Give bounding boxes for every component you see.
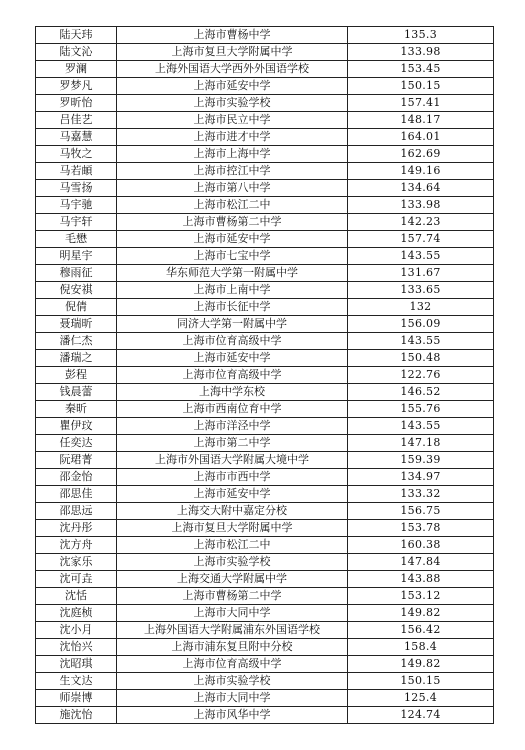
score-cell: 142.23 (348, 214, 494, 231)
table-row (36, 503, 494, 520)
school-cell: 上海市风华中学 (117, 707, 348, 724)
student-name-cell: 彭程 (36, 367, 117, 384)
school-cell: 上海市上南中学 (117, 282, 348, 299)
school-cell: 上海市第八中学 (117, 180, 348, 197)
table-row (36, 622, 494, 639)
table-row (36, 350, 494, 367)
table-row (36, 656, 494, 673)
table-row (36, 384, 494, 401)
school-cell: 上海市市西中学 (117, 469, 348, 486)
student-name-cell: 陆天玮 (36, 27, 117, 44)
score-cell: 134.64 (348, 180, 494, 197)
school-cell: 上海市实验学校 (117, 554, 348, 571)
student-name-cell: 师崇博 (36, 690, 117, 707)
score-cell: 133.98 (348, 44, 494, 61)
school-cell: 上海外国语大学附属浦东外国语学校 (117, 622, 348, 639)
school-cell: 上海市实验学校 (117, 673, 348, 690)
score-cell: 157.41 (348, 95, 494, 112)
student-name-cell: 吕佳艺 (36, 112, 117, 129)
student-name-cell: 罗梦凡 (36, 78, 117, 95)
table-row (36, 469, 494, 486)
student-name-cell: 沈可垚 (36, 571, 117, 588)
table-row (36, 486, 494, 503)
score-cell: 132 (348, 299, 494, 316)
school-cell: 上海市西南位育中学 (117, 401, 348, 418)
score-cell: 143.55 (348, 248, 494, 265)
school-cell: 上海市松江二中 (117, 537, 348, 554)
student-name-cell: 沈家乐 (36, 554, 117, 571)
school-cell: 上海外国语大学西外外国语学校 (117, 61, 348, 78)
student-name-cell: 毛懋 (36, 231, 117, 248)
student-name-cell: 陆文沁 (36, 44, 117, 61)
student-name-cell: 生文达 (36, 673, 117, 690)
score-cell: 122.76 (348, 367, 494, 384)
score-cell: 133.65 (348, 282, 494, 299)
table-row (36, 707, 494, 724)
score-cell: 149.82 (348, 605, 494, 622)
table-row (36, 367, 494, 384)
score-cell: 147.84 (348, 554, 494, 571)
school-cell: 上海中学东校 (117, 384, 348, 401)
student-name-cell: 沈怡兴 (36, 639, 117, 656)
table-row (36, 673, 494, 690)
student-name-cell: 邵金怡 (36, 469, 117, 486)
score-cell: 153.45 (348, 61, 494, 78)
school-cell: 上海市位育高级中学 (117, 367, 348, 384)
school-cell: 上海市洋泾中学 (117, 418, 348, 435)
table-row (36, 520, 494, 537)
table-row (36, 129, 494, 146)
table-row (36, 27, 494, 44)
score-cell: 156.75 (348, 503, 494, 520)
school-cell: 华东师范大学第一附属中学 (117, 265, 348, 282)
score-cell: 124.74 (348, 707, 494, 724)
school-cell: 上海市外国语大学附属大境中学 (117, 452, 348, 469)
score-table-body (36, 27, 494, 724)
score-cell: 135.3 (348, 27, 494, 44)
score-cell: 159.39 (348, 452, 494, 469)
table-row (36, 452, 494, 469)
student-name-cell: 马牧之 (36, 146, 117, 163)
score-cell: 164.01 (348, 129, 494, 146)
score-cell: 133.32 (348, 486, 494, 503)
school-cell: 上海市复旦大学附属中学 (117, 520, 348, 537)
table-row (36, 248, 494, 265)
table-row (36, 537, 494, 554)
student-name-cell: 穆雨征 (36, 265, 117, 282)
student-name-cell: 明星宇 (36, 248, 117, 265)
school-cell: 上海交通大学附属中学 (117, 571, 348, 588)
score-cell: 150.15 (348, 78, 494, 95)
student-name-cell: 聂瑞昕 (36, 316, 117, 333)
school-cell: 上海市实验学校 (117, 95, 348, 112)
student-name-cell: 倪倩 (36, 299, 117, 316)
table-row (36, 435, 494, 452)
score-cell: 150.48 (348, 350, 494, 367)
table-row (36, 639, 494, 656)
table-row (36, 95, 494, 112)
score-table (35, 26, 494, 724)
student-name-cell: 马宇驰 (36, 197, 117, 214)
table-row (36, 197, 494, 214)
student-name-cell: 沈方舟 (36, 537, 117, 554)
score-cell: 143.88 (348, 571, 494, 588)
score-cell: 162.69 (348, 146, 494, 163)
student-name-cell: 邵思远 (36, 503, 117, 520)
score-cell: 125.4 (348, 690, 494, 707)
score-cell: 156.42 (348, 622, 494, 639)
table-row (36, 214, 494, 231)
school-cell: 上海市曹杨中学 (117, 27, 348, 44)
table-row (36, 333, 494, 350)
table-row (36, 554, 494, 571)
score-cell: 134.97 (348, 469, 494, 486)
table-row (36, 605, 494, 622)
school-cell: 上海市七宝中学 (117, 248, 348, 265)
school-cell: 同济大学第一附属中学 (117, 316, 348, 333)
score-cell: 133.98 (348, 197, 494, 214)
school-cell: 上海市延安中学 (117, 486, 348, 503)
score-cell: 150.15 (348, 673, 494, 690)
student-name-cell: 邵思佳 (36, 486, 117, 503)
student-name-cell: 施沈怡 (36, 707, 117, 724)
school-cell: 上海市延安中学 (117, 231, 348, 248)
school-cell: 上海市延安中学 (117, 78, 348, 95)
table-row (36, 265, 494, 282)
table-row (36, 316, 494, 333)
school-cell: 上海市进才中学 (117, 129, 348, 146)
student-name-cell: 钱晨蕾 (36, 384, 117, 401)
table-row (36, 163, 494, 180)
score-cell: 143.55 (348, 333, 494, 350)
student-name-cell: 马嘉慧 (36, 129, 117, 146)
table-row (36, 180, 494, 197)
table-row (36, 112, 494, 129)
student-name-cell: 潘仁杰 (36, 333, 117, 350)
school-cell: 上海市位育高级中学 (117, 333, 348, 350)
student-name-cell: 倪安祺 (36, 282, 117, 299)
score-cell: 143.55 (348, 418, 494, 435)
school-cell: 上海市延安中学 (117, 350, 348, 367)
score-cell: 149.82 (348, 656, 494, 673)
table-row (36, 571, 494, 588)
student-name-cell: 沈小月 (36, 622, 117, 639)
school-cell: 上海市位育高级中学 (117, 656, 348, 673)
score-cell: 147.18 (348, 435, 494, 452)
school-cell: 上海市曹杨第二中学 (117, 214, 348, 231)
student-name-cell: 罗昕怡 (36, 95, 117, 112)
student-name-cell: 潘瑞之 (36, 350, 117, 367)
student-name-cell: 任奕达 (36, 435, 117, 452)
score-cell: 153.12 (348, 588, 494, 605)
school-cell: 上海市大同中学 (117, 690, 348, 707)
score-cell: 131.67 (348, 265, 494, 282)
student-name-cell: 秦昕 (36, 401, 117, 418)
student-name-cell: 马若頔 (36, 163, 117, 180)
student-name-cell: 沈庭桢 (36, 605, 117, 622)
table-row (36, 231, 494, 248)
student-name-cell: 阮珺菁 (36, 452, 117, 469)
score-cell: 146.52 (348, 384, 494, 401)
school-cell: 上海市松江二中 (117, 197, 348, 214)
score-cell: 157.74 (348, 231, 494, 248)
table-row (36, 401, 494, 418)
table-row (36, 690, 494, 707)
table-row (36, 44, 494, 61)
score-cell: 156.09 (348, 316, 494, 333)
school-cell: 上海市上海中学 (117, 146, 348, 163)
score-cell: 149.16 (348, 163, 494, 180)
score-cell: 153.78 (348, 520, 494, 537)
table-row (36, 61, 494, 78)
student-name-cell: 罗澜 (36, 61, 117, 78)
table-row (36, 418, 494, 435)
student-name-cell: 马宇轩 (36, 214, 117, 231)
student-name-cell: 沈恬 (36, 588, 117, 605)
school-cell: 上海市第二中学 (117, 435, 348, 452)
student-name-cell: 沈丹彤 (36, 520, 117, 537)
school-cell: 上海市大同中学 (117, 605, 348, 622)
school-cell: 上海市复旦大学附属中学 (117, 44, 348, 61)
score-cell: 158.4 (348, 639, 494, 656)
table-row (36, 588, 494, 605)
table-row (36, 78, 494, 95)
table-row (36, 282, 494, 299)
school-cell: 上海交大附中嘉定分校 (117, 503, 348, 520)
school-cell: 上海市控江中学 (117, 163, 348, 180)
score-cell: 148.17 (348, 112, 494, 129)
school-cell: 上海市长征中学 (117, 299, 348, 316)
table-row (36, 146, 494, 163)
school-cell: 上海市曹杨第二中学 (117, 588, 348, 605)
student-name-cell: 马雪扬 (36, 180, 117, 197)
school-cell: 上海市民立中学 (117, 112, 348, 129)
table-row (36, 299, 494, 316)
student-name-cell: 沈昭琪 (36, 656, 117, 673)
results-sheet (35, 26, 490, 724)
score-cell: 155.76 (348, 401, 494, 418)
score-cell: 160.38 (348, 537, 494, 554)
school-cell: 上海市浦东复旦附中分校 (117, 639, 348, 656)
student-name-cell: 瞿伊玟 (36, 418, 117, 435)
